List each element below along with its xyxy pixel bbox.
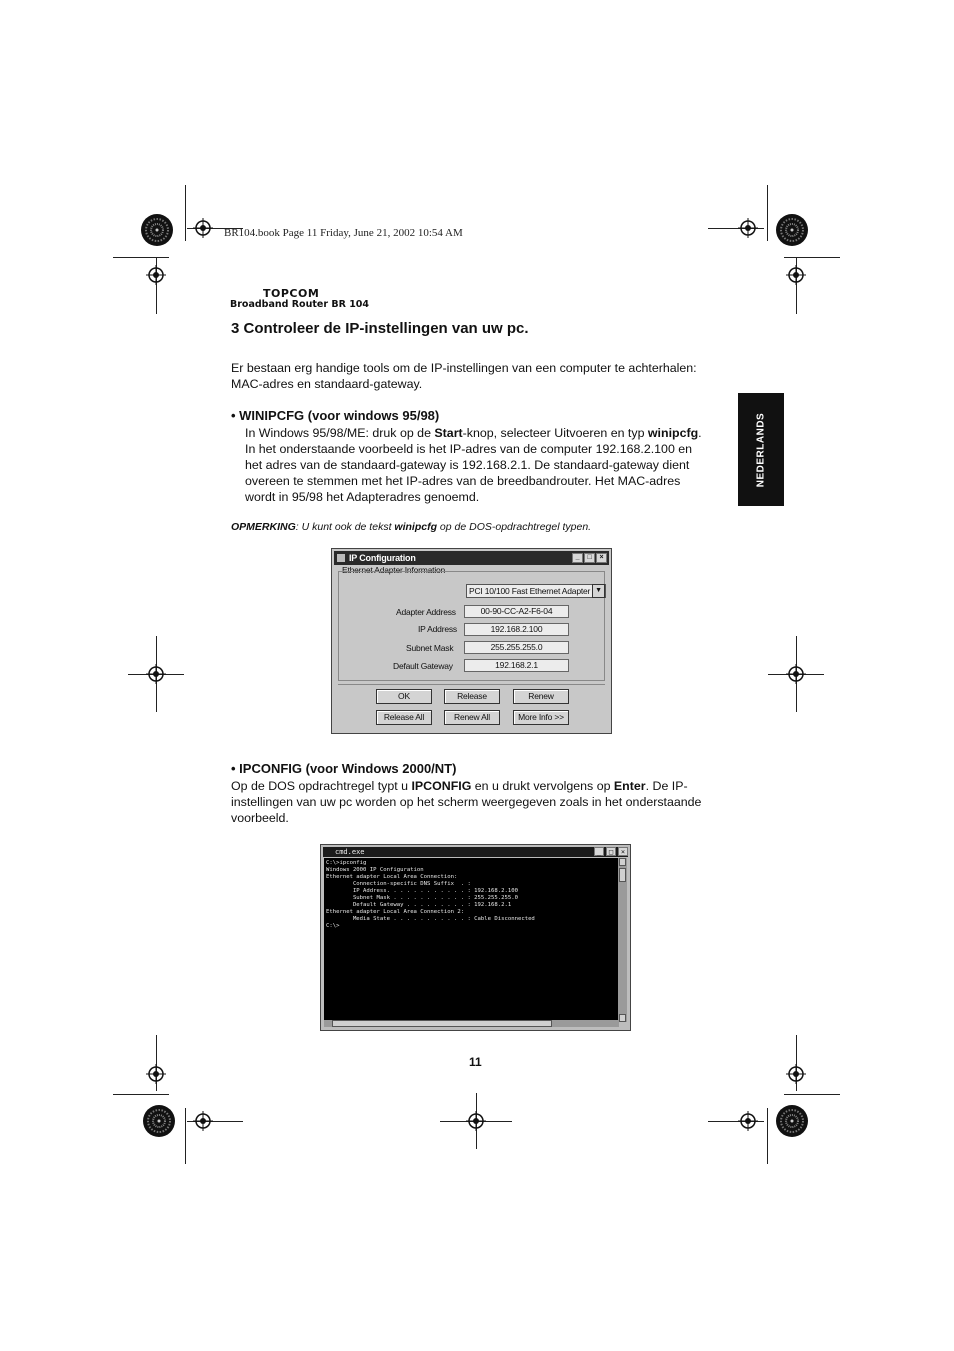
registration-target-icon bbox=[786, 1064, 806, 1084]
enter-keyword: Enter bbox=[613, 779, 646, 793]
adapter-address-label: Adapter Address bbox=[396, 607, 456, 617]
registration-target-icon bbox=[193, 218, 213, 238]
adapter-group-label: Ethernet Adapter Information bbox=[342, 565, 446, 575]
color-rosette-icon bbox=[775, 1104, 809, 1138]
adapter-address-field: 00-90-CC-A2-F6-04 bbox=[464, 605, 569, 618]
registration-target-icon bbox=[146, 1064, 166, 1084]
vertical-scrollbar[interactable] bbox=[618, 858, 627, 1022]
intro-line: MAC-adres en standaard-gateway. bbox=[231, 377, 423, 391]
color-rosette-icon bbox=[142, 1104, 176, 1138]
note bbox=[231, 521, 591, 533]
chevron-down-icon[interactable]: ▼ bbox=[592, 584, 605, 598]
cmd-line: Media State . . . . . . . . . . . : Cable Disconnected bbox=[326, 916, 535, 922]
ip-address-label: IP Address bbox=[418, 624, 457, 634]
language-side-tab bbox=[738, 393, 784, 506]
ipconfig-line: voorbeeld. bbox=[231, 811, 289, 825]
cmd-line: Connection-specific DNS Suffix . : bbox=[326, 881, 471, 887]
winipcfg-keyword: winipcfg bbox=[647, 426, 699, 440]
note-keyword: winipcfg bbox=[394, 521, 437, 533]
section-title: 3 Controleer de IP-instellingen van uw pc. bbox=[231, 320, 529, 337]
minimize-icon[interactable]: _ bbox=[594, 847, 604, 856]
scroll-down-icon[interactable] bbox=[619, 1014, 626, 1022]
ipconfig-text: . De IP- bbox=[645, 779, 688, 793]
ipconfig-line: instellingen van uw pc worden op het scherm weergegeven zoals in het onderstaande bbox=[231, 795, 702, 809]
winipcfg-heading: • WINIPCFG (voor windows 95/98) bbox=[231, 408, 440, 423]
winipcfg-text: In Windows 95/98/ME: druk op de bbox=[245, 426, 435, 440]
release-button[interactable]: Release bbox=[444, 689, 500, 704]
registration-target-icon bbox=[466, 1111, 486, 1131]
page-number: 11 bbox=[469, 1055, 482, 1069]
command-prompt-window bbox=[320, 844, 631, 1031]
cmd-title: cmd.exe bbox=[335, 848, 365, 856]
language-label: NEDERLANDS bbox=[755, 412, 767, 487]
color-rosette-icon bbox=[140, 213, 174, 247]
cmd-line: Ethernet adapter Local Area Connection 2: bbox=[326, 909, 465, 915]
cmd-output bbox=[324, 858, 619, 1022]
scroll-thumb[interactable] bbox=[619, 868, 626, 882]
registration-target-icon bbox=[738, 1111, 758, 1131]
dialog-titlebar bbox=[334, 551, 609, 565]
winipcfg-text: . bbox=[698, 426, 702, 440]
note-text: : U kunt ook de tekst bbox=[295, 521, 395, 533]
renew-all-button[interactable]: Renew All bbox=[444, 710, 500, 725]
cmd-line: Subnet Mask . . . . . . . . . . . : 255.255.255.0 bbox=[326, 895, 518, 901]
registration-target-icon bbox=[193, 1111, 213, 1131]
ipconfig-keyword: IPCONFIG bbox=[411, 779, 472, 793]
brand-logo: TOPCOM bbox=[263, 287, 320, 300]
cmd-line: C:\> bbox=[326, 923, 340, 929]
default-gateway-label: Default Gateway bbox=[393, 661, 453, 671]
divider bbox=[338, 684, 605, 685]
ip-configuration-dialog bbox=[331, 548, 612, 734]
start-keyword: Start bbox=[434, 426, 463, 440]
close-icon[interactable]: × bbox=[618, 847, 628, 856]
winipcfg-paragraph bbox=[245, 425, 735, 505]
minimize-icon[interactable]: _ bbox=[572, 553, 583, 563]
product-name: Broadband Router BR 104 bbox=[230, 299, 370, 310]
note-text: op de DOS-opdrachtregel typen. bbox=[437, 521, 592, 533]
release-all-button[interactable]: Release All bbox=[376, 710, 432, 725]
note-label: OPMERKING bbox=[231, 521, 296, 533]
close-icon[interactable]: × bbox=[596, 553, 607, 563]
scroll-thumb[interactable] bbox=[332, 1020, 552, 1027]
winipcfg-line: wordt in 95/98 het Adapteradres genoemd. bbox=[245, 490, 480, 504]
cmd-line: Ethernet adapter Local Area Connection: bbox=[326, 874, 458, 880]
maximize-icon[interactable]: □ bbox=[584, 553, 595, 563]
horizontal-scrollbar[interactable] bbox=[324, 1020, 619, 1027]
default-gateway-field: 192.168.2.1 bbox=[464, 659, 569, 672]
renew-button[interactable]: Renew bbox=[513, 689, 569, 704]
winipcfg-text: -knop, selecteer Uitvoeren en typ bbox=[462, 426, 648, 440]
cmd-line: C:\>ipconfig bbox=[326, 860, 367, 866]
registration-target-icon bbox=[738, 218, 758, 238]
ok-button[interactable]: OK bbox=[376, 689, 432, 704]
winipcfg-line: In het onderstaande voorbeeld is het IP-adres van de computer 192.168.2.100 en bbox=[245, 442, 693, 456]
registration-target-icon bbox=[146, 265, 166, 285]
cmd-line: Default Gateway . . . . . . . . . : 192.168.2.1 bbox=[326, 902, 512, 908]
ipconfig-text: en u drukt vervolgens op bbox=[471, 779, 614, 793]
registration-target-icon bbox=[786, 265, 806, 285]
color-rosette-icon bbox=[775, 213, 809, 247]
ipconfig-paragraph bbox=[231, 778, 731, 826]
cmd-titlebar bbox=[323, 847, 628, 857]
adapter-select[interactable] bbox=[466, 584, 606, 598]
ip-address-field: 192.168.2.100 bbox=[464, 623, 569, 636]
adapter-select-value: PCI 10/100 Fast Ethernet Adapter bbox=[469, 586, 591, 596]
ipconfig-text: Op de DOS opdrachtregel typt u bbox=[231, 779, 412, 793]
registration-target-icon bbox=[786, 664, 806, 684]
intro-paragraph bbox=[231, 360, 731, 392]
subnet-mask-field: 255.255.255.0 bbox=[464, 641, 569, 654]
dialog-title: IP Configuration bbox=[349, 553, 416, 563]
winipcfg-line: het adres van de standaard-gateway is 192.168.2.1. De standaard-gateway dient bbox=[245, 458, 690, 472]
registration-target-icon bbox=[146, 664, 166, 684]
intro-line: Er bestaan erg handige tools om de IP-instellingen van een computer te achterhalen: bbox=[231, 361, 697, 375]
cmd-line: IP Address. . . . . . . . . . . . : 192.168.2.100 bbox=[326, 888, 518, 894]
more-info-button[interactable]: More Info >> bbox=[513, 710, 569, 725]
ipconfig-heading: • IPCONFIG (voor Windows 2000/NT) bbox=[231, 761, 457, 776]
book-info-line: BR104.book Page 11 Friday, June 21, 2002 10:54 AM bbox=[224, 227, 463, 239]
winipcfg-line: overeen te stemmen met het IP-adres van de breedbandrouter. Het MAC-adres bbox=[245, 474, 681, 488]
maximize-icon[interactable]: □ bbox=[606, 847, 616, 856]
app-icon bbox=[337, 554, 345, 562]
subnet-mask-label: Subnet Mask bbox=[406, 643, 454, 653]
cmd-line: Windows 2000 IP Configuration bbox=[326, 867, 424, 873]
scroll-up-icon[interactable] bbox=[619, 858, 626, 866]
